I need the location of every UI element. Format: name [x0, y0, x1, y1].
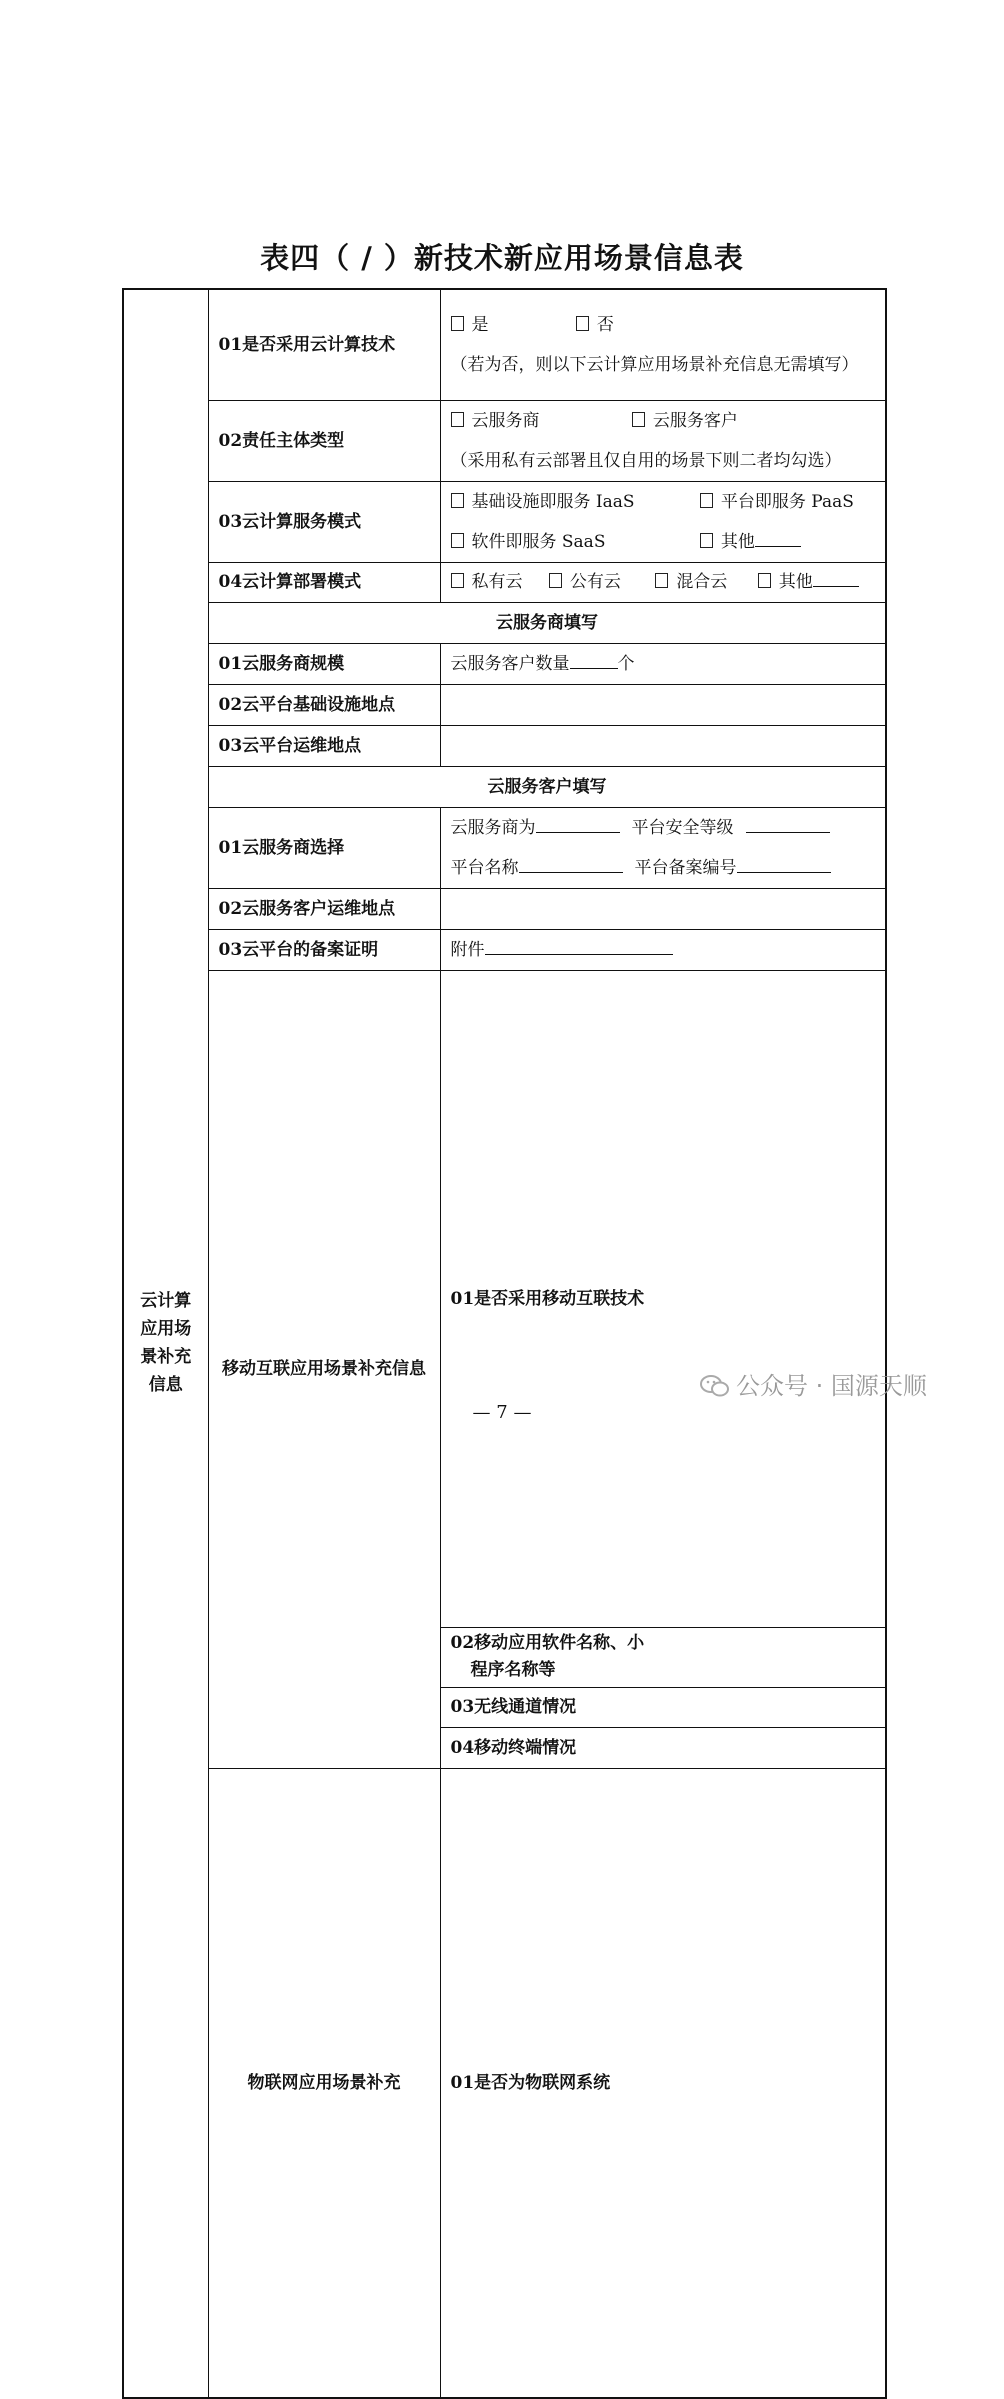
cloud-q04-private-option[interactable]: 私有云: [451, 568, 544, 596]
checkbox-icon[interactable]: [700, 533, 713, 548]
watermark: 公众号 · 国源天顺: [700, 1366, 927, 1401]
checkbox-icon[interactable]: [758, 573, 771, 588]
checkbox-icon[interactable]: [451, 316, 464, 331]
wechat-icon: [700, 1374, 730, 1398]
cloud-q04-hybrid-option[interactable]: 混合云: [655, 568, 752, 596]
customer-count-field[interactable]: [570, 652, 618, 669]
provider-r2-field[interactable]: [440, 684, 886, 725]
customer-r1-label: 01云服务商选择: [208, 807, 440, 888]
platform-name-field[interactable]: [519, 856, 623, 873]
provider-section-header: 云服务商填写: [208, 602, 886, 643]
mobile-q02-label-b: 程序名称等: [470, 1660, 556, 1680]
customer-r2-field[interactable]: [440, 888, 886, 929]
cloud-q04-other-blank[interactable]: [813, 570, 859, 587]
cloud-q02-note: （采用私有云部署且仅自用的场景下则二者均勾选）: [450, 450, 842, 471]
cloud-q03-other-blank[interactable]: [755, 530, 801, 547]
cloud-q02-label: 02责任主体类型: [208, 400, 440, 481]
customer-r2-label: 02云服务客户运维地点: [208, 888, 440, 929]
cloud-q04-other-option[interactable]: 其他: [758, 568, 859, 596]
customer-r3-label: 03云平台的备案证明: [208, 929, 440, 970]
section-iot: 物联网应用场景补充: [208, 1768, 440, 2398]
cloud-q02-provider-option[interactable]: 云服务商: [451, 407, 627, 435]
cloud-q03-iaas-option[interactable]: 基础设施即服务 IaaS: [451, 488, 695, 516]
mobile-q04-label: 04移动终端情况: [440, 1727, 886, 1768]
checkbox-icon[interactable]: [700, 493, 713, 508]
provider-r1-label: 01云服务商规模: [208, 643, 440, 684]
checkbox-icon[interactable]: [632, 412, 645, 427]
page-title: 表四（ / ）新技术新应用场景信息表: [260, 241, 744, 275]
page-number: — 7 —: [472, 1402, 532, 1423]
checkbox-icon[interactable]: [576, 316, 589, 331]
cloud-q02-customer-option[interactable]: 云服务客户: [632, 407, 738, 435]
provider-r2-label: 02云平台基础设施地点: [208, 684, 440, 725]
checkbox-icon[interactable]: [451, 493, 464, 508]
checkbox-icon[interactable]: [451, 533, 464, 548]
filing-number-field[interactable]: [737, 856, 831, 873]
cloud-q04-label: 04云计算部署模式: [208, 562, 440, 602]
mobile-q03-label: 03无线通道情况: [440, 1687, 886, 1727]
cloud-q01-no-option[interactable]: 否: [576, 311, 614, 339]
cloud-q03-paas-option[interactable]: 平台即服务 PaaS: [700, 488, 854, 516]
cloud-q01-yes-option[interactable]: 是: [451, 311, 571, 339]
customer-section-header: 云服务客户填写: [208, 766, 886, 807]
section-cloud: 云计算应用场景补充信息: [123, 289, 208, 2398]
section-mobile: 移动互联应用场景补充信息: [208, 970, 440, 1768]
cloud-q01-label: 01是否采用云计算技术: [208, 289, 440, 400]
mobile-q02-label-a: 02移动应用软件名称、小: [450, 1633, 645, 1653]
info-table: 云计算应用场景补充信息 01是否采用云计算技术 是 否 （若为否，则以下云计算应用场景补充信息无需填写） 02责任主体类型 云服务商 云服务客户 （采用私有云部署且仅自用的场景下则二者均勾选） 03云计算服务模式 基础设施即服务 IaaS 平台即服务 PaaS 软件即服务 SaaS 其他 04云计算部署模式 私有云 公有云 混合云 其他 云服务商填写 01云服务商规模 云服务客户数量 个 02云平台基础设施地点 03云平台运维地点 云服务客户填写 01云服务商选择 云服务商为 平台安全等级 平台名称 平台备案编号 02云服务客户运维地点 03云平台的备案证明 附件 移动互联应用场景补充信息 01是否采用移动互联技术 02移动应用软件名称、小 程序名称等 03无线通道情况 04移动终端情况 物联网应用场景补充 01是否为物联网系统: [122, 288, 887, 2399]
provider-name-field[interactable]: [536, 816, 620, 833]
cloud-q03-other-option[interactable]: 其他: [700, 528, 801, 556]
checkbox-icon[interactable]: [549, 573, 562, 588]
cloud-q04-public-option[interactable]: 公有云: [549, 568, 650, 596]
iot-q01-label: 01是否为物联网系统: [440, 1768, 886, 2398]
provider-r3-label: 03云平台运维地点: [208, 725, 440, 766]
checkbox-icon[interactable]: [451, 412, 464, 427]
cloud-q03-label: 03云计算服务模式: [208, 481, 440, 562]
security-level-field[interactable]: [746, 816, 830, 833]
provider-r3-field[interactable]: [440, 725, 886, 766]
mobile-q01-label: 01是否采用移动互联技术: [440, 970, 886, 1627]
attachment-field[interactable]: [485, 938, 673, 955]
cloud-q03-saas-option[interactable]: 软件即服务 SaaS: [451, 528, 695, 556]
checkbox-icon[interactable]: [451, 573, 464, 588]
checkbox-icon[interactable]: [655, 573, 668, 588]
cloud-q01-note: （若为否，则以下云计算应用场景补充信息无需填写）: [450, 354, 859, 375]
